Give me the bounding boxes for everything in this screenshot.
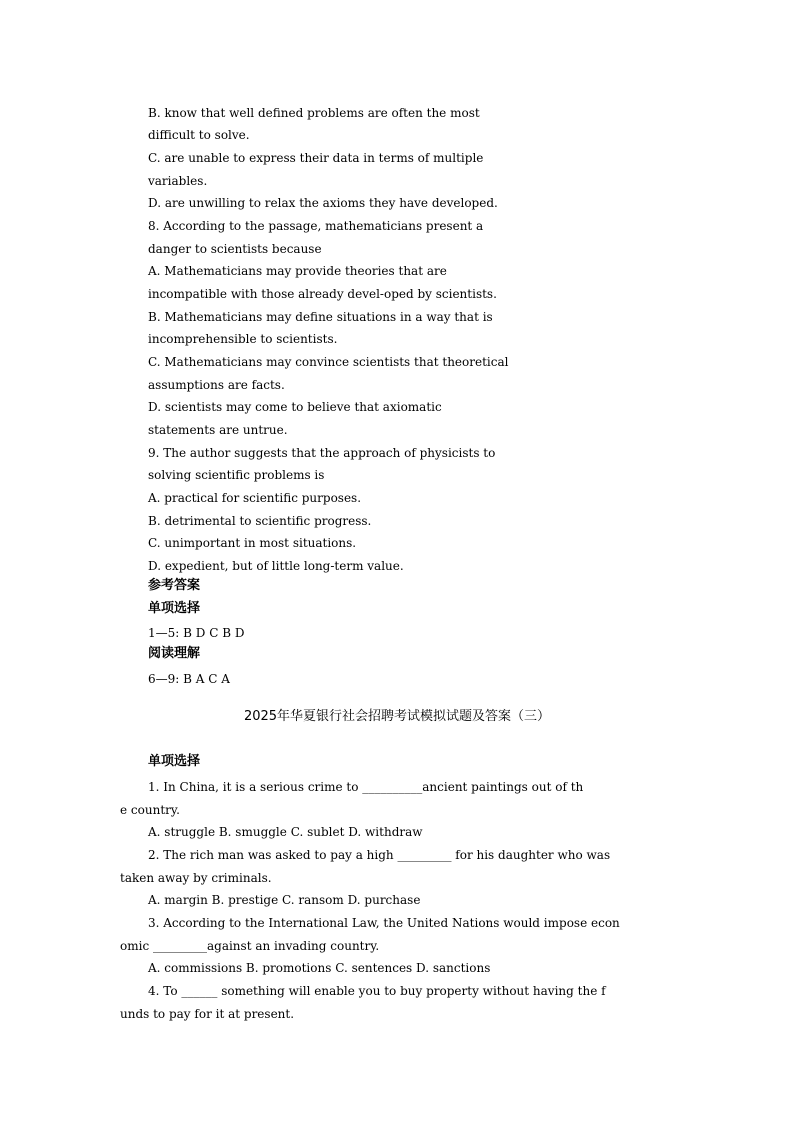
question-line: 3. According to the International Law, the United Nations would impose econ (148, 916, 620, 930)
answer-line: 1—5: B D C B D (148, 626, 245, 640)
option-line: A. struggle B. smuggle C. sublet D. withdraw (148, 825, 423, 839)
question-line: taken away by criminals. (120, 871, 272, 885)
question-line: 9. The author suggests that the approach of physicists to (148, 446, 496, 460)
question-line: 8. According to the passage, mathematicians present a (148, 219, 484, 233)
option-line: C. Mathematicians may convince scientists that theoretical (148, 355, 509, 369)
section-heading: 阅读理解 (148, 646, 201, 661)
exam-title: 2025年华夏银行社会招聘考试模拟试题及答案（三） (243, 709, 551, 724)
question-line: 4. To ______ something will enable you to buy property without having the f (148, 984, 606, 998)
question-line: solving scientific problems is (148, 468, 325, 482)
option-line: D. expedient, but of little long-term value. (148, 559, 404, 573)
answers-heading: 参考答案 (148, 578, 201, 593)
option-line: C. unimportant in most situations. (148, 536, 357, 550)
option-line: A. margin B. prestige C. ransom D. purchase (148, 893, 421, 907)
option-line: B. know that well defined problems are often the most (148, 106, 480, 120)
option-line: D. are unwilling to relax the axioms they have developed. (148, 196, 498, 210)
option-line: A. commissions B. promotions C. sentences D. sanctions (148, 961, 491, 975)
question-line: unds to pay for it at present. (120, 1007, 295, 1021)
section-heading: 单项选择 (148, 601, 201, 616)
option-line: D. scientists may come to believe that axiomatic (148, 400, 442, 414)
question-line: 1. In China, it is a serious crime to __________ancient paintings out of th (148, 780, 584, 794)
question-line: danger to scientists because (148, 242, 322, 256)
question-line: e country. (120, 803, 180, 817)
option-line: incompatible with those already devel-oped by scientists. (148, 287, 497, 301)
option-line: C. are unable to express their data in terms of multiple (148, 151, 484, 165)
answer-line: 6—9: B A C A (148, 672, 230, 686)
option-line: variables. (148, 174, 208, 188)
option-line: A. Mathematicians may provide theories that are (148, 264, 447, 278)
option-line: B. Mathematicians may define situations in a way that is (148, 310, 493, 324)
section-heading: 单项选择 (148, 754, 201, 769)
option-line: statements are untrue. (148, 423, 288, 437)
question-line: omic _________against an invading country. (120, 939, 380, 953)
option-line: A. practical for scientific purposes. (148, 491, 362, 505)
option-line: incomprehensible to scientists. (148, 332, 338, 346)
option-line: difficult to solve. (148, 128, 250, 142)
option-line: B. detrimental to scientific progress. (148, 514, 372, 528)
option-line: assumptions are facts. (148, 378, 285, 392)
question-line: 2. The rich man was asked to pay a high _________ for his daughter who was (148, 848, 611, 862)
